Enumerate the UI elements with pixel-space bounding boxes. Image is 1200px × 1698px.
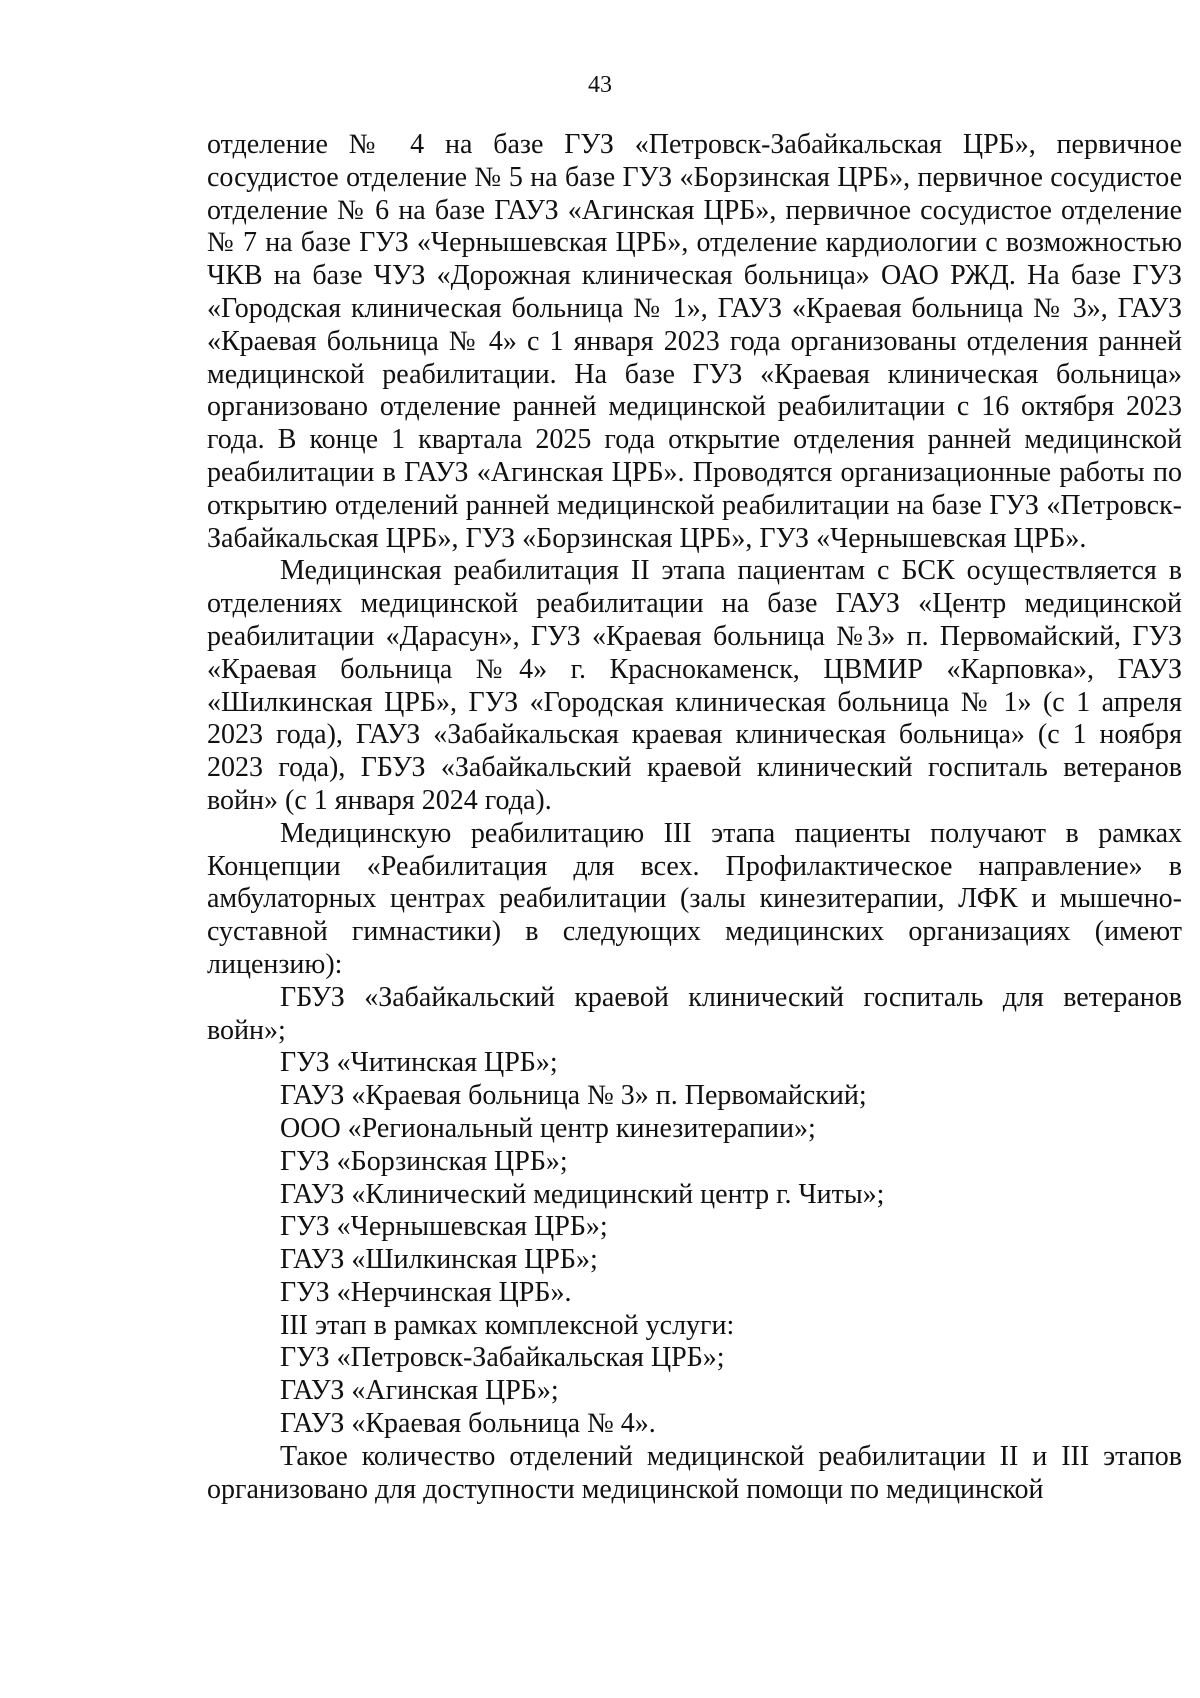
list-item: ГУЗ «Борзинская ЦРБ»;: [280, 1145, 568, 1177]
list-item: ГБУЗ «Забайкальский краевой клинический госпиталь для ветеранов войн»;: [207, 981, 1182, 1046]
list-item: ГАУЗ «Краевая больница № 4».: [280, 1408, 656, 1440]
list-item: ГАУЗ «Клинический медицинский центр г. Читы»;: [280, 1178, 885, 1210]
page-number: 43: [588, 72, 612, 98]
paragraph-stage-three: Медицинскую реабилитацию III этапа пациенты получают в рамках Концепции «Реабилитация для всех. Профилактическое направление» в амбулаторных центрах реабилитации (залы кинезитерапии, ЛФК и мышечно-суставной гимнастики) в следующих медицинских организациях (имеют лицензию):: [207, 817, 1182, 980]
list-item: ГАУЗ «Шилкинская ЦРБ»;: [280, 1244, 598, 1276]
paragraph-stage-two: Медицинская реабилитация II этапа пациентам с БСК осуществляется в отделениях медицинской реабилитации на базе ГАУЗ «Центр медицинской реабилитации «Дарасун», ГУЗ «Краевая больница №3» п. Первомайский, ГУЗ «Краевая больница №4» г. Краснокаменск, ЦВМИР «Карповка», ГАУЗ «Шилкинская ЦРБ», ГУЗ «Городская клиническая больница № 1» (с 1 апреля 2023 года), ГАУЗ «Забайкальская краевая клиническая больница» (с 1 ноября 2023 года), ГБУЗ «Забайкальский краевой клинический госпиталь ветеранов войн» (с 1 января 2024 года).: [207, 555, 1182, 816]
list-item: ГУЗ «Чернышевская ЦРБ»;: [280, 1211, 608, 1243]
paragraph-continued: отделение № 4 на базе ГУЗ «Петровск-Забайкальская ЦРБ», первичное сосудистое отделение № 5 на базе ГУЗ «Борзинская ЦРБ», первичное сосудистое отделение № 6 на базе ГАУЗ «Агинская ЦРБ», первичное сосудистое отделение № 7 на базе ГУЗ «Чернышевская ЦРБ», отделение кардиологии с возможностью ЧКВ на базе ЧУЗ «Дорожная клиническая больница» ОАО РЖД. На базе ГУЗ «Городская клиническая больница № 1», ГАУЗ «Краевая больница № 3», ГАУЗ «Краевая больница № 4» с 1 января 2023 года организованы отделения ранней медицинской реабилитации. На базе ГУЗ «Краевая клиническая больница» организовано отделение ранней медицинской реабилитации с 16 октября 2023 года. В конце 1 квартала 2025 года открытие отделения ранней медицинской реабилитации в ГАУЗ «Агинская ЦРБ». Проводятся организационные работы по открытию отделений ранней медицинской реабилитации на базе ГУЗ «Петровск-Забайкальская ЦРБ», ГУЗ «Борзинская ЦРБ», ГУЗ «Чернышевская ЦРБ».: [207, 129, 1182, 554]
document-body: [207, 129, 1182, 1506]
list-item: ГУЗ «Нерчинская ЦРБ».: [280, 1276, 572, 1308]
list-item: ГАУЗ «Агинская ЦРБ»;: [280, 1375, 559, 1407]
list-item: ГУЗ «Петровск-Забайкальская ЦРБ»;: [280, 1342, 725, 1374]
paragraph-closing: Такое количество отделений медицинской реабилитации II и III этапов организовано для доступности медицинской помощи по медицинской: [207, 1440, 1182, 1505]
list-subheading: III этап в рамках комплексной услуги:: [280, 1309, 735, 1341]
list-item: ООО «Региональный центр кинезитерапии»;: [280, 1112, 816, 1144]
list-item: ГАУЗ «Краевая больница № 3» п. Первомайский;: [280, 1080, 867, 1112]
list-item: ГУЗ «Читинская ЦРБ»;: [280, 1047, 558, 1079]
